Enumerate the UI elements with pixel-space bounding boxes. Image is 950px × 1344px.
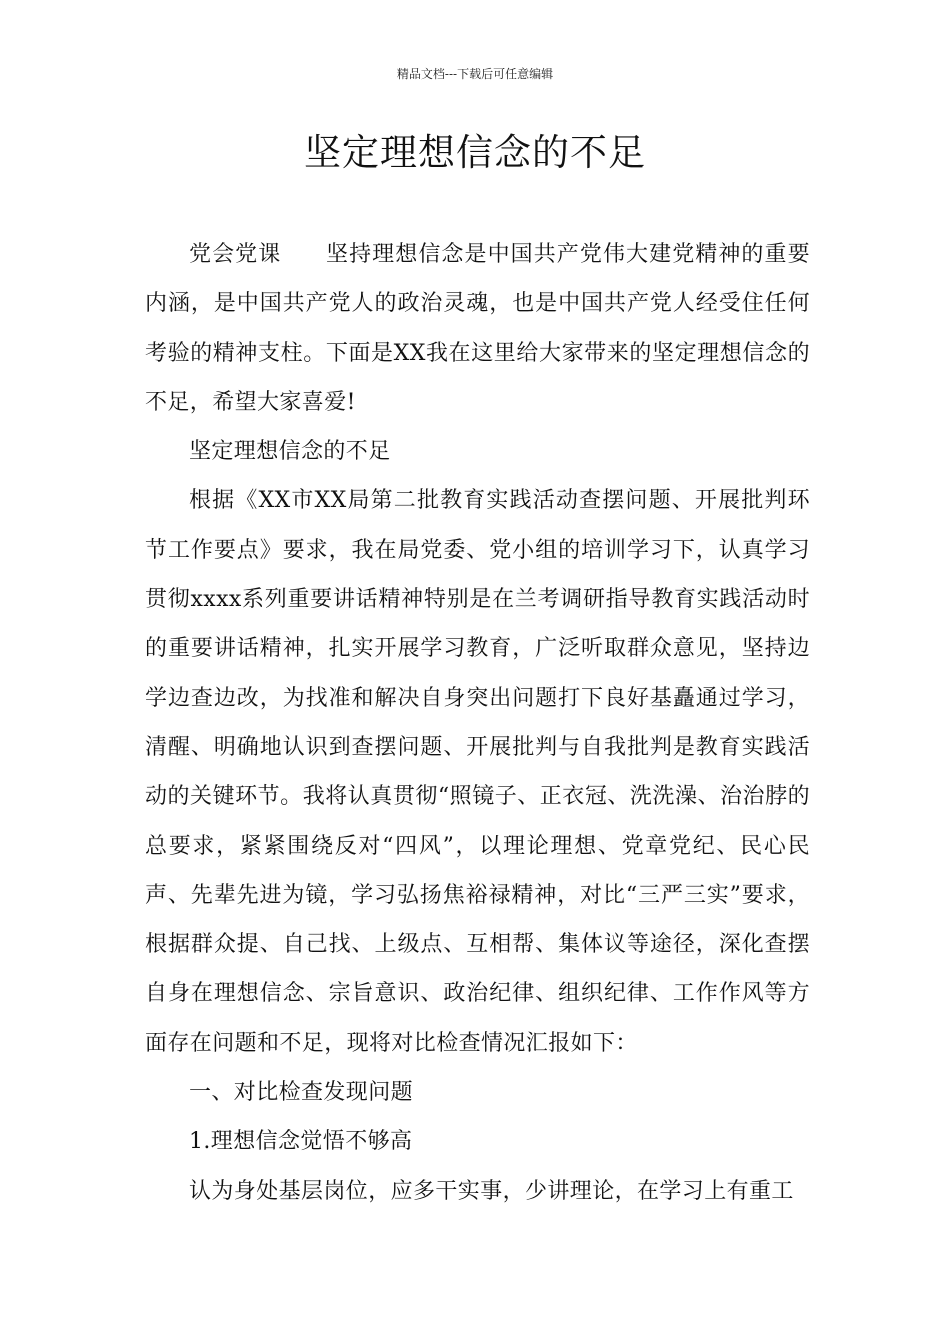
- document-body: [145, 230, 810, 1216]
- intro-paragraph: [145, 230, 810, 427]
- body-paragraph: 根据《XX市XX局第二批教育实践活动查摆问题、开展批判环节工作要点》要求，我在局党委、党小组的培训学习下，认真学习贯彻xxxx系列重要讲话精神特别是在兰考调研指导教育实践活动时的重要讲话精神，扎实开展学习教育，广泛听取群众意见，坚持边学边查边改，为找准和解决自身突出问题打下良好基矗通过学习，清醒、明确地认识到查摆问题、开展批判与自我批判是教育实践活动的关键环节。我将认真贯彻“照镜子、正衣冠、洗洗澡、治治脖的总要求，紧紧围绕反对“四风”，以理论理想、党章党纪、民心民声、先辈先进为镜，学习弘扬焦裕禄精神，对比“三严三实”要求，根据群众提、自己找、上级点、互相帮、集体议等途径，深化查摆自身在理想信念、宗旨意识、政治纪律、组织纪律、工作作风等方面存在问题和不足，现将对比检查情况汇报如下：: [145, 488, 810, 1056]
- intro-label: 党会党课: [189, 242, 282, 267]
- subheading: 坚定理想信念的不足: [189, 439, 391, 465]
- intro-text: 坚持理想信念是中国共产党伟大建党精神的重要内涵，是中国共产党人的政治灵魂，也是中国共产党人经受住任何考验的精神支柱。下面是XX我在这里给大家带来的坚定理想信念的不足，希望大家喜爱!: [145, 242, 810, 415]
- section-heading: 一、对比检查发现问题: [189, 1080, 414, 1106]
- document-title: 坚定理想信念的不足: [304, 131, 646, 174]
- subsection-heading: 1.理想信念觉悟不够高: [189, 1129, 413, 1155]
- page-header: 精品文档---下载后可任意编辑: [396, 67, 554, 81]
- body-paragraph: 认为身处基层岗位，应多干实事，少讲理论，在学习上有重工: [189, 1178, 794, 1204]
